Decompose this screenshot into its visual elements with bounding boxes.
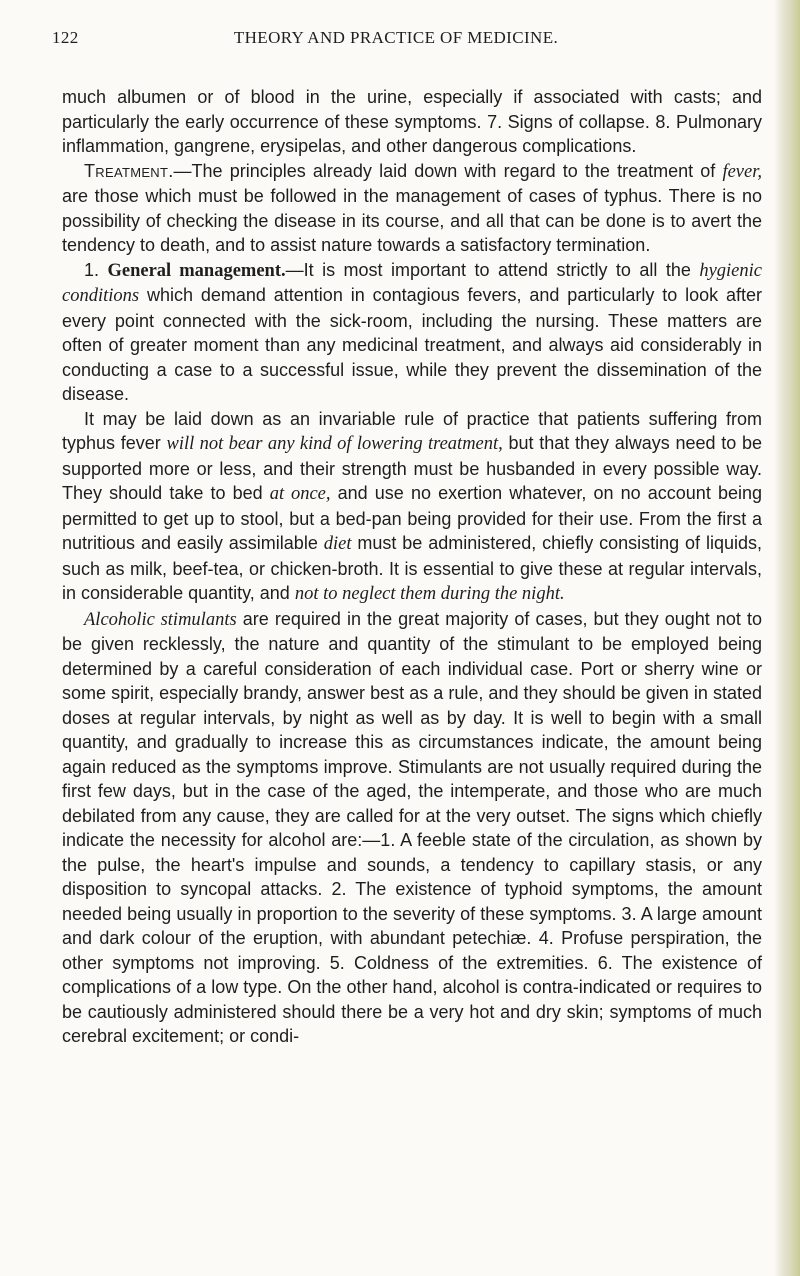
text-run: It may be laid down as an invariable rule of practice that patients suffering from typhus fever (62, 408, 762, 453)
smallcaps-text: Treatment. (84, 160, 174, 181)
text-run: —The principles already laid down with regard to the treatment of (173, 160, 723, 181)
text-run: much albumen or of blood in the urine, especially if associated with casts; and particularly the early occurrence of these symptoms. 7. Signs of collapse. 8. Pulmonary inflammation, gangrene, erysipelas, and other dangerous complications. (62, 87, 762, 156)
paragraph (62, 258, 762, 407)
italic-text: diet (323, 534, 352, 554)
italic-text: fever, (722, 161, 762, 182)
paragraph (62, 407, 762, 607)
text-run: and use no exertion whatever, on no account being permitted to get up to stool, but a bed-pan being provided for their use. From the first a nutritious and easily assimilable (62, 483, 762, 553)
section-heading: General management. (107, 260, 286, 281)
page-header (52, 28, 740, 50)
text-run: must be administered, chiefly consisting of liquids, such as milk, beef-tea, or chicken-broth. It is essential to give these at regular intervals, in considerable quantity, and (62, 533, 762, 603)
text-run: 1. (84, 259, 108, 280)
paragraph (62, 607, 762, 1049)
page-number: 122 (52, 28, 79, 47)
italic-text: at once, (269, 484, 331, 504)
text-run: are those which must be followed in the management of cases of typhus. There is no possibility of checking the disease in its course, and all that can be done is to avert the tendency to death, and to assist nature towards a satisfactory termination. (62, 186, 762, 255)
running-head: THEORY AND PRACTICE OF MEDICINE. (233, 28, 559, 47)
text-run: are required in the great majority of cases, but they ought not to be given recklessly, the nature and quantity of the stimulant to be employed being determined by a careful consideration of each individual case. Port or sherry wine or some spirit, especially brandy, answer best as a rule, and they should be given in stated doses at regular intervals, by night as well as by day. It is well to begin with a small quantity, and gradually to increase this as circumstances indicate, the amount being again reduced as the symptoms improve. Stimulants are not usually required during the first few days, but in the case of the aged, the intemperate, and those who are much debilated from any cause, they are called for at the very outset. The signs which chiefly indicate the necessity for alcohol are:—1. A feeble state of the circulation, as shown by the pulse, the heart's impulse and sounds, a tendency to capillary stasis, or any disposition to syncopal attacks. 2. The existence of typhoid symptoms, the amount needed being usually in proportion to the severity of these symptoms. 3. A large amount and dark colour of the eruption, with abundant petechiæ. 4. Profuse perspiration, the other symptoms not improving. 5. Coldness of the extremities. 6. The existence of complications of a low type. On the other hand, alcohol is contra-indicated or requires to be cautiously administered should there be a very hot and dry skin; symptoms of much cerebral excitement; or condi- (62, 608, 762, 1046)
italic-text: not to neglect them during the night. (294, 584, 565, 604)
italic-text: hygienic conditions (62, 260, 762, 306)
italic-text: will not bear any kind of lowering treatment, (166, 434, 503, 454)
italic-text: Alcoholic stimulants (84, 609, 237, 630)
text-run: —It is most important to attend strictly to all the (285, 259, 700, 280)
paragraph (62, 85, 762, 159)
text-run: but that they always need to be supported more or less, and their strength must be husbanded in every possible way. They should take to bed (62, 433, 762, 503)
page-edge-shadow (774, 0, 800, 1276)
text-run: which demand attention in contagious fevers, and particularly to look after every point connected with the sick-room, including the nursing. These matters are often of greater moment than any medicinal treatment, and always aid considerably in conducting a case to a successful issue, while they prevent the dissemination of the disease. (62, 285, 762, 404)
paragraph (62, 159, 762, 258)
body-text (62, 85, 762, 1049)
